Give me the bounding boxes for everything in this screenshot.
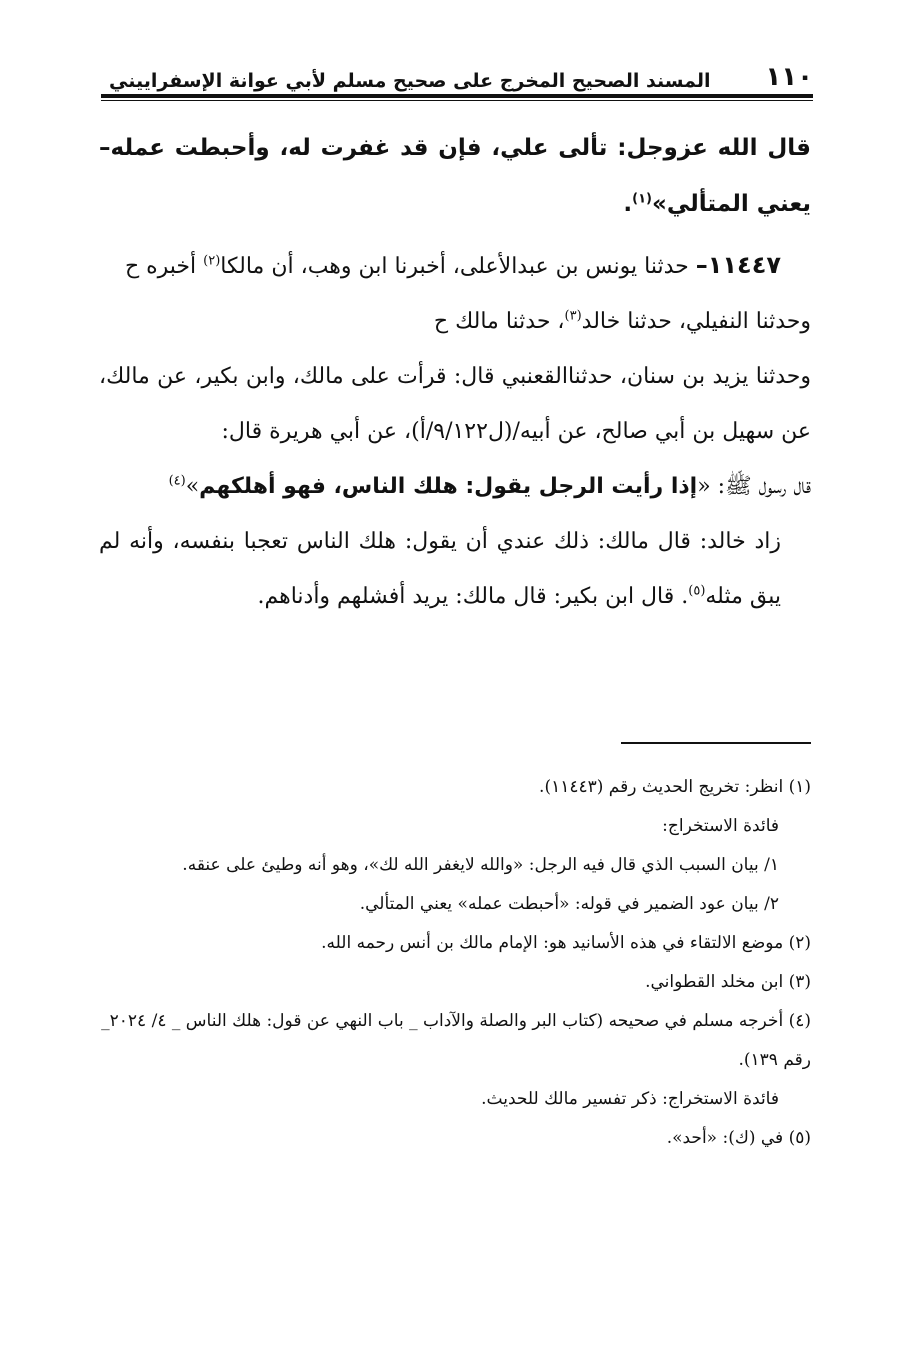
footnote-1: (١) انظر: تخريج الحديث رقم (١١٤٤٣). bbox=[539, 777, 811, 797]
footnote-2: (٢) موضع الالتقاء في هذه الأسانيد هو: الإمام مالك بن أنس رحمه الله. bbox=[321, 933, 811, 953]
footnote-1-benefit-1: ١/ بيان السبب الذي قال فيه الرجل: «والله لايغفر الله لك»، وهو أنه وطيئ على عنقه. bbox=[182, 855, 779, 875]
footnote-separator bbox=[621, 742, 811, 744]
opening-text: قال الله عزوجل: تألى علي، فإن قد غفرت له، وأحبطت عمله– يعني المتألي» bbox=[99, 135, 811, 217]
isnad-line-2b: ، حدثنا مالك ح bbox=[433, 309, 565, 334]
hadith-number: ١١٤٤٧– bbox=[695, 251, 781, 279]
isnad-line-1-end: أخبره ح bbox=[124, 254, 197, 279]
header-rule-thin bbox=[101, 100, 813, 101]
opening-end: . bbox=[623, 191, 633, 217]
matn-prefix: قال رسول ﷺ: « bbox=[697, 474, 811, 499]
footnotes bbox=[99, 768, 811, 1158]
footnote-ref-2: (٢) bbox=[203, 253, 221, 269]
footnote-1-benefit-2: ٢/ بيان عود الضمير في قوله: «أحبطت عمله» يعني المتألي. bbox=[359, 894, 779, 914]
footnote-ref-1: (١) bbox=[632, 191, 652, 207]
header-rule bbox=[101, 94, 813, 98]
hadith-paragraph bbox=[99, 238, 811, 294]
matn-quote: إذا رأيت الرجل يقول: هلك الناس، فهو أهلكهم bbox=[199, 474, 698, 499]
isnad-paragraph-2 bbox=[99, 294, 811, 349]
footnote-5: (٥) في (ك): «أحد». bbox=[666, 1128, 811, 1148]
footnote-4-benefit: فائدة الاستخراج: ذكر تفسير مالك للحديث. bbox=[481, 1089, 779, 1109]
running-title: المسند الصحيح المخرج على صحيح مسلم لأبي عوانة الإسفراييني bbox=[109, 70, 711, 92]
main-text bbox=[99, 120, 811, 624]
isnad-line-1: حدثنا يونس بن عبدالأعلى، أخبرنا ابن وهب، أن مالكا bbox=[220, 254, 689, 279]
page-header bbox=[101, 52, 813, 92]
addition-text-b: . قال ابن بكير: قال مالك: يريد أفشلهم وأدناهم. bbox=[257, 584, 689, 609]
footnote-3: (٣) ابن مخلد القطواني. bbox=[645, 972, 811, 992]
footnote-4: (٤) أخرجه مسلم في صحيحه (كتاب البر والصلة والآداب _ باب النهي عن قول: هلك الناس _ ٤/ ٢٠٢٤_ رقم ١٣٩). bbox=[101, 1011, 811, 1070]
addition-text-a: زاد خالد: قال مالك: ذلك عندي أن يقول: هلك الناس تعجبا بنفسه، وأنه لم يبق مثله bbox=[99, 529, 781, 609]
page-number: ١١٠ bbox=[765, 62, 813, 92]
footnote-ref-5: (٥) bbox=[688, 583, 706, 599]
isnad-line-2a: وحدثنا النفيلي، حدثنا خالد bbox=[581, 309, 811, 334]
matn-paragraph bbox=[99, 459, 811, 514]
isnad-line-3: وحدثنا يزيد بن سنان، حدثناالقعنبي قال: قرأت على مالك، وابن بكير، عن مالك، عن سهيل بن أبي صالح، عن أبيه/(ل٩/١٢٢/أ)، عن أبي هريرة قال: bbox=[99, 364, 811, 444]
footnote-1-benefit-title: فائدة الاستخراج: bbox=[662, 816, 779, 836]
footnote-ref-4: (٤) bbox=[168, 473, 186, 489]
opening-paragraph bbox=[99, 120, 811, 232]
isnad-paragraph-3 bbox=[99, 349, 811, 459]
matn-suffix: » bbox=[185, 474, 200, 499]
footnote-ref-3: (٣) bbox=[564, 308, 582, 324]
addition-paragraph bbox=[99, 514, 811, 624]
